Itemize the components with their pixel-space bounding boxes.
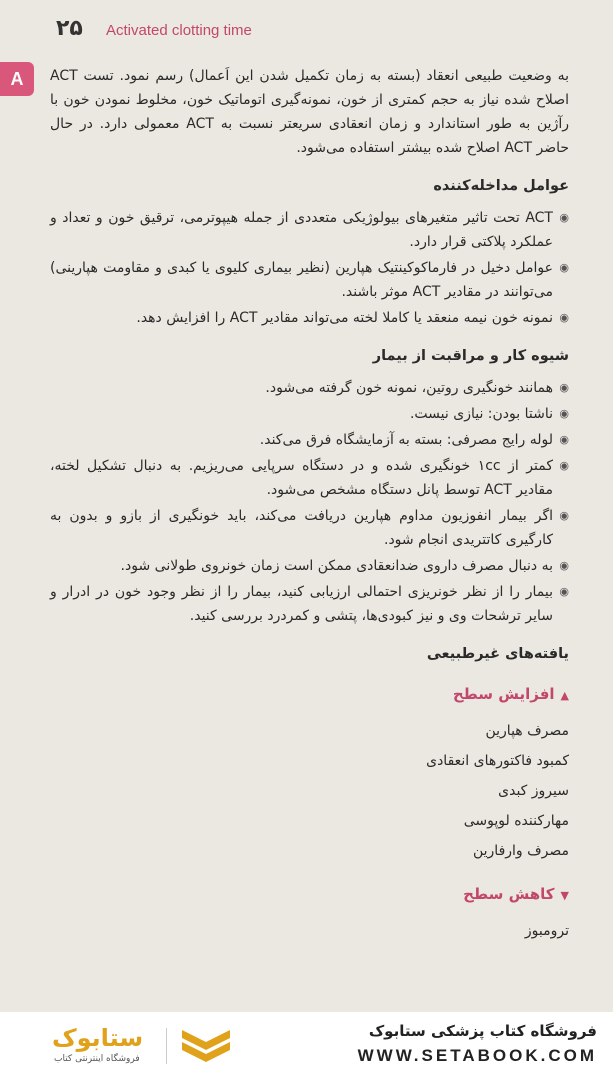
footer-text — [358, 1022, 597, 1066]
list-item: مصرف هپارین — [485, 723, 569, 739]
list-item: سیروز کبدی — [498, 783, 569, 799]
list-item: ◉ بیمار را از نظر خونریزی احتمالی ارزیابی کنید، بیمار را از نظر وجود خون در ادرار و سایر ترشحات وی و نیز کبودی‌ها، پتشی و کمردرد بررسی کنید. — [50, 580, 569, 628]
intro-paragraph: به وضعیت طبیعی انعقاد (بسته به زمان تکمیل شدن این اَعمال) رسم نمود. تست ACT اصلاح شده نیاز به حجم کمتری از خون، نمونه‌گیری اتوماتیک خون، مخلوط نمودن خون با رآژین به طور استاندارد و زمان انعقادی سریعتر نسبت به ACT معمولی دارد. در حال حاضر ACT اصلاح شده بیشتر استفاده می‌شود. — [50, 68, 569, 156]
setabook-logo — [26, 1024, 246, 1068]
page-header — [40, 14, 593, 48]
logo-tagline: فروشگاه اینترنتی کتاب — [54, 1054, 140, 1064]
list-item: ◉ کمتر از ۱cc خونگیری شده و در دستگاه سرپایی می‌ریزیم. به دنبال تشکیل لخته، مقادیر ACT توسط پانل دستگاه مشخص می‌شود. — [50, 454, 569, 502]
list-item: ◉ لوله رایج مصرفی: بسته به آزمایشگاه فرق می‌کند. — [50, 428, 569, 452]
list-item: ◉ اگر بیمار انفوزیون مداوم هپارین دریافت می‌کند، باید خونگیری از بازو و بدون به کارگیری کاتتریدی انجام شود. — [50, 504, 569, 552]
watermark-footer — [0, 1012, 613, 1079]
increase-heading: ▲افزایش سطح — [452, 685, 569, 703]
abnormal-heading: یافته‌های غیرطبیعی — [426, 646, 569, 662]
decrease-heading: ▼کاهش سطح — [463, 885, 569, 903]
list-item: مهارکننده لوپوسی — [463, 813, 569, 829]
running-title: Activated clotting time — [106, 22, 252, 39]
list-item: ◉ به دنبال مصرف داروی ضدانعقادی ممکن است زمان خونروی طولانی شود. — [50, 554, 569, 578]
interfering-heading: عوامل مداخله‌کننده — [433, 178, 569, 194]
procedure-heading: شیوه کار و مراقبت از بیمار — [372, 348, 569, 364]
section-tab: A — [0, 62, 34, 96]
page-content — [50, 64, 569, 946]
list-item: ◉ همانند خونگیری روتین، نمونه خون گرفته می‌شود. — [50, 376, 569, 400]
list-item: ترومبوز — [524, 923, 569, 939]
logo-wordmark: ستابوک — [52, 1024, 144, 1052]
logo-divider — [166, 1028, 167, 1064]
triangle-up-icon: ▲ — [560, 689, 569, 702]
store-title: فروشگاه کتاب پزشکی ستابوک — [368, 1022, 597, 1040]
list-item: مصرف وارفارین — [472, 843, 569, 859]
list-item: ◉ ACT تحت تاثیر متغیرهای بیولوژیکی متعددی از جمله هیپوترمی، ترقیق خون و تعداد و عملکرد پلاکتی قرار دارد. — [50, 206, 569, 254]
list-item: ◉ ناشتا بودن: نیازی نیست. — [50, 402, 569, 426]
triangle-down-icon: ▼ — [560, 889, 569, 902]
list-item: ◉ عوامل دخیل در فارماکوکینتیک هپارین (نظیر بیماری کلیوی یا کبدی و مقاومت هپارینی) می‌توانند در مقادیر ACT موثر باشند. — [50, 256, 569, 304]
list-item: کمبود فاکتورهای انعقادی — [426, 753, 569, 769]
list-item: ◉ نمونه خون نیمه منعقد یا کاملا لخته می‌تواند مقادیر ACT را افزایش دهد. — [50, 306, 569, 330]
store-url[interactable]: WWW.SETABOOK.COM — [357, 1046, 597, 1065]
page-number: ۲۵ — [56, 16, 83, 41]
chevron-logo-icon — [178, 1026, 234, 1066]
